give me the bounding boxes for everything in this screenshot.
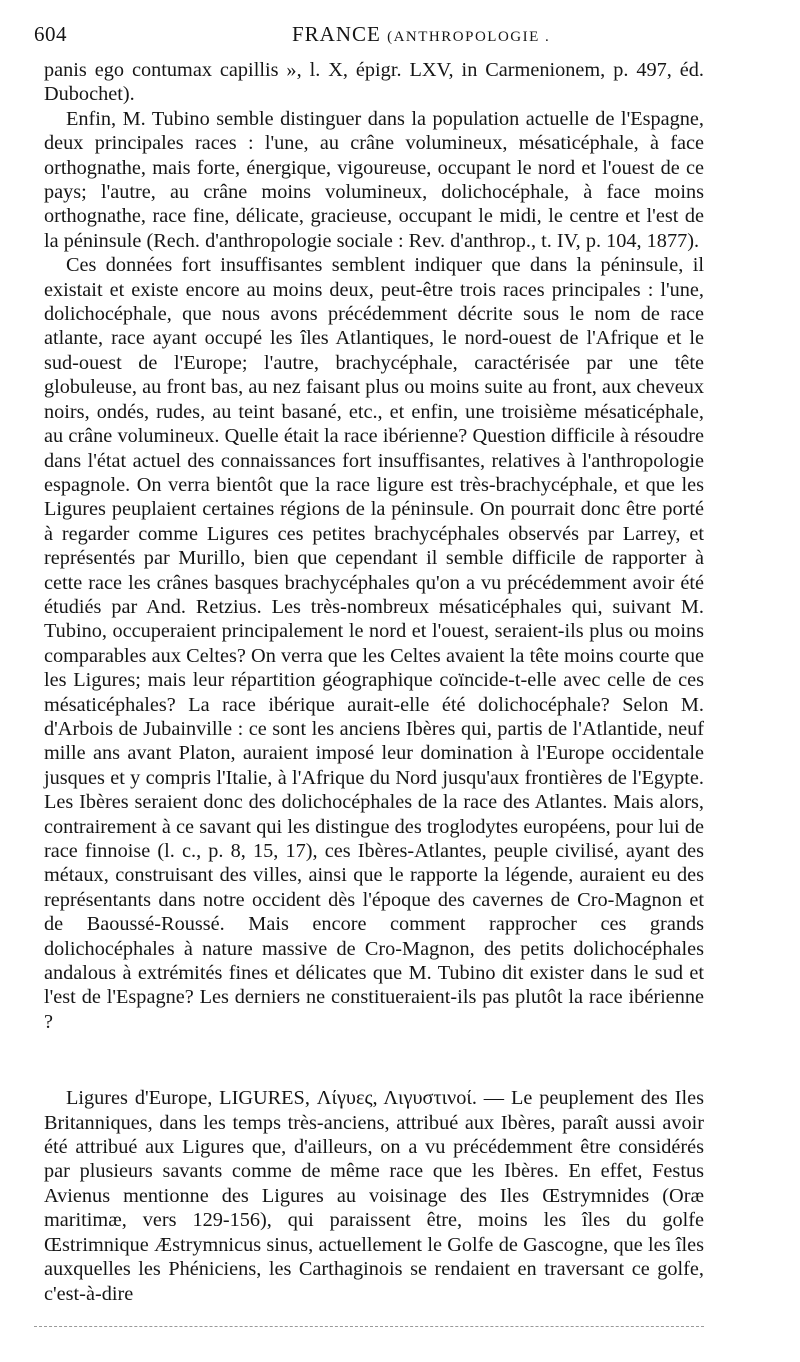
footer-rule [34,1326,704,1327]
running-title-main: FRANCE [292,22,381,46]
paragraph-races: Ces données fort insuffisantes semblent indiquer que dans la péninsule, il existait et existe encore au moins deux, peut-être trois races principales : l'une, dolichocéphale, que nous avons précédemment décrite sous le nom de race atlante, race ayant occupé les îles Atlantiques, le nord-ouest de l'Afrique et le sud-ouest de l'Europe; l'autre, brachycéphale, caractérisée par une tête globuleuse, au front bas, au nez faisant plus ou moins suite au front, aux cheveux noirs, ondés, rudes, au teint basané, etc., et enfin, une troisième mésaticéphale, au crâne volumineux. Quelle était la race ibérienne? Question difficile à résoudre dans l'état actuel des connaissances fort insuffisantes, relatives à l'anthropologie espagnole. On verra bientôt que la race ligure est très-brachycéphale, et que les Ligures peuplaient certaines régions de la péninsule. On pourrait donc être porté à regarder comme Ligures ces petites brachycéphales observés par Larrey, et représentés par Murillo, bien que cependant il semble difficile de rapporter à cette race les crânes basques brachycéphales qu'on a vu précédemment avoir été étudiés par And. Retzius. Les très-nombreux mésaticéphales qui, suivant M. Tubino, occuperaient principalement le nord et l'ouest, seraient-ils plus ou moins comparables aux Celtes? On verra que les Celtes avaient la tête moins courte que les Ligures; mais leur répartition géographique coïncide-t-elle avec celle de ces mésaticéphales? La race ibérique aurait-elle été dolichocéphale? Selon M. d'Arbois de Jubainville : ce sont les anciens Ibères qui, partis de l'Atlantide, neuf mille ans avant Platon, auraient imposé leur domination à l'Europe occidentale jusques et y compris l'Italie, à l'Afrique du Nord jusqu'aux frontières de l'Egypte. Les Ibères seraient donc des dolichocéphales de la race des Atlantes. Mais alors, contrairement à ce savant qui les distingue des troglodytes européens, pour lui de race finnoise (l. c., p. 8, 15, 17), ces Ibères-Atlantes, peuple civilisé, ayant des métaux, construisant des villes, ainsi que le rapporte la légende, auraient eu des représentants dans notre occident dès l'époque des cavernes de Cro-Magnon et de Baoussé-Roussé. Mais encore comment rapprocher ces grands dolichocéphales à nature massive de Cro-Magnon, des petits dolichocéphales andalous à extrémités fines et délicates que M. Tubino dit exister dans le sud et l'est de l'Espagne? Les derniers ne constitueraient-ils pas plutôt la race ibérienne ? [44,254,704,1033]
section-gap [44,1034,704,1086]
page-header [34,22,704,58]
paragraph-ligures: Ligures d'Europe, LIGURES, Λίγυες, Λιγυστινοί. — Le peuplement des Iles Britanniques, dans les temps très-anciens, attribué aux Ibères, paraît aussi avoir été attribué aux Ligures que, d'ailleurs, on a vu précédemment être considérés par plusieurs savants comme de même race que les Ibères. En effet, Festus Avienus mentionne des Ligures au voisinage des Iles Œstrymnides (Oræ maritimæ, vers 129-156), qui paraissent être, moins les îles du golfe Œstrimnique Æstrymnicus sinus, actuellement le Golfe de Gascogne, que les îles auxquelles les Phéniciens, les Carthaginois se rendaient en traversant ce golfe, c'est-à-dire [44,1087,704,1305]
body-text [44,58,704,1306]
running-title-subtitle: (ANTHROPOLOGIE . [387,29,551,45]
paragraph-continuation: panis ego contumax capillis », l. X, épigr. LXV, in Carmenionem, p. 497, éd. Dubochet). [44,59,704,106]
paragraph-tubino: Enfin, M. Tubino semble distinguer dans la population actuelle de l'Espagne, deux principales races : l'une, au crâne volumineux, mésaticéphale, à face orthognathe, mais forte, énergique, vigoureuse, occupant le nord et l'ouest de ce pays; l'autre, au crâne moins volumineux, dolichocéphale, à face moins orthognathe, race fine, délicate, gracieuse, occupant le midi, le centre et l'est de la péninsule (Rech. d'anthropologie sociale : Rev. d'anthrop., t. IV, p. 104, 1877). [44,107,704,252]
running-title [292,22,550,47]
page-number: 604 [34,22,67,46]
